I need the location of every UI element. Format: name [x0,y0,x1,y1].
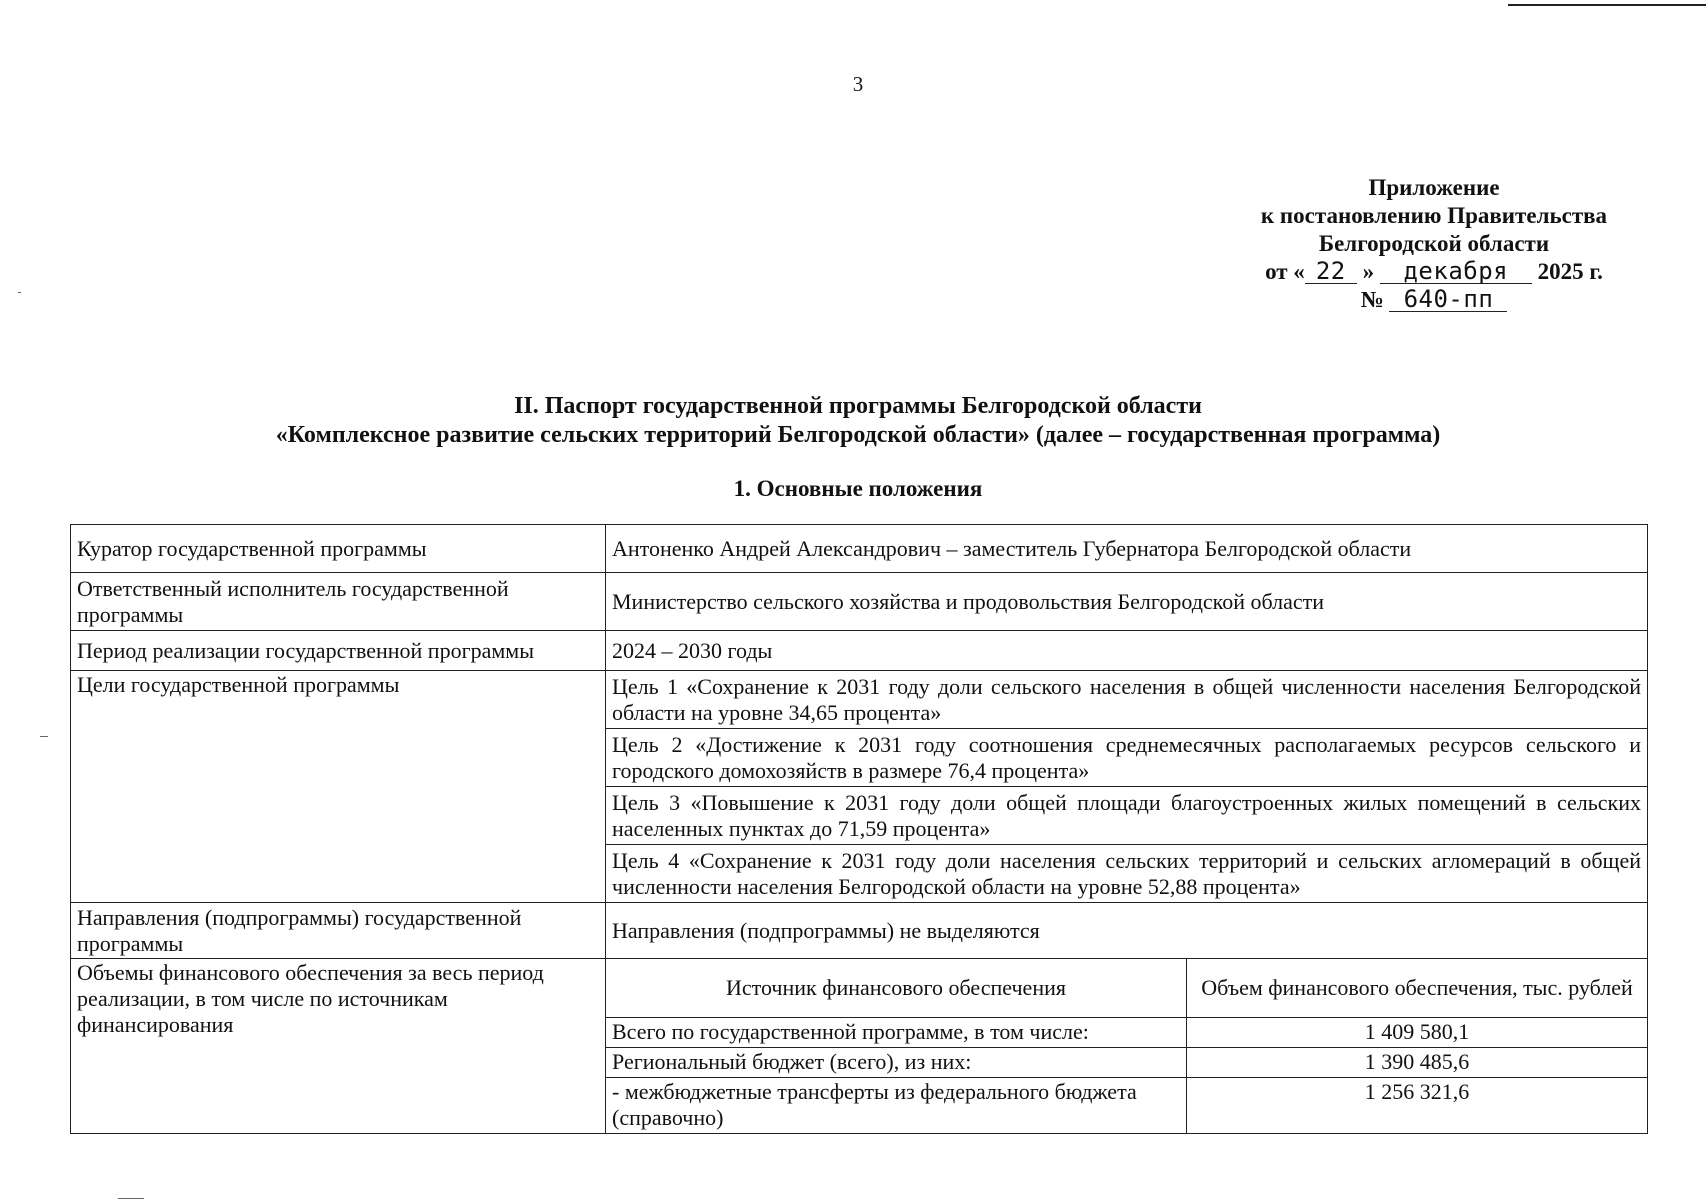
table-row [71,903,1648,959]
period-label: Период реализации государственной программы [71,631,606,671]
finance-row [606,1077,1647,1133]
scan-mark [118,1198,144,1199]
date-prefix: от « [1265,259,1305,284]
goal-1: Цель 1 «Сохранение к 2031 году доли сельского населения в общей численности населения Белгородской области на уровне 34,65 процента» [606,671,1648,729]
date-separator: » [1362,259,1375,284]
finance-col-source: Источник финансового обеспечения [606,959,1187,1017]
scan-mark [40,736,48,737]
scan-mark [18,292,21,293]
finance-cell [606,959,1648,1134]
directions-label: Направления (подпрограммы) государственной программы [71,903,606,959]
passport-table [70,524,1648,1134]
finance-amount: 1 409 580,1 [1187,1017,1648,1047]
heading-line-2: «Комплексное развитие сельских территорий Белгородской области» (далее – государственная программа) [275,422,1441,448]
appendix-number-line [1230,286,1638,314]
appendix-block [1230,174,1638,314]
table-row [71,959,1648,1134]
goals-label: Цели государственной программы [71,671,606,903]
finance-row [606,1017,1647,1047]
number-prefix: № [1360,287,1384,312]
finance-source: Региональный бюджет (всего), из них: [606,1047,1187,1077]
date-day: 22 [1305,259,1357,284]
finance-col-amount: Объем финансового обеспечения, тыс. рублей [1187,959,1648,1017]
finance-label: Объемы финансового обеспечения за весь период реализации, в том числе по источникам финансирования [71,959,606,1134]
section-title: 1. Основные положения [733,476,983,501]
number-value: 640-пп [1389,287,1507,312]
table-row [71,631,1648,671]
goal-4: Цель 4 «Сохранение к 2031 году доли населения сельских территорий и сельских агломераций в общей численности населения Белгородской области на уровне 52,88 процента» [606,845,1648,903]
executor-value: Министерство сельского хозяйства и продовольствия Белгородской области [606,573,1648,631]
date-month: декабря [1380,259,1532,284]
finance-table [606,959,1647,1133]
top-edge-line [1508,4,1706,6]
executor-label: Ответственный исполнитель государственной программы [71,573,606,631]
date-year: 2025 г. [1537,259,1603,284]
table-row [71,573,1648,631]
heading-line-1: II. Паспорт государственной программы Белгородской области [514,393,1202,419]
curator-value: Антоненко Андрей Александрович – заместитель Губернатора Белгородской области [606,525,1648,573]
finance-header-row [606,959,1647,1017]
finance-row [606,1047,1647,1077]
directions-value: Направления (подпрограммы) не выделяются [606,903,1648,959]
document-heading [0,392,1708,450]
finance-amount: 1 256 321,6 [1187,1077,1648,1133]
finance-source: - межбюджетные трансферты из федерального бюджета (справочно) [606,1077,1187,1133]
appendix-title: Приложение [1368,175,1500,200]
finance-source: Всего по государственной программе, в том числе: [606,1017,1187,1047]
table-row [71,525,1648,573]
curator-label: Куратор государственной программы [71,525,606,573]
page-number: 3 [852,72,864,96]
goal-2: Цель 2 «Достижение к 2031 году соотношения среднемесячных располагаемых ресурсов сельского и городского домохозяйств в размере 76,4 процента» [606,729,1648,787]
appendix-line-3: Белгородской области [1318,231,1550,256]
appendix-line-2: к постановлению Правительства [1260,203,1608,228]
period-value: 2024 – 2030 годы [606,631,1648,671]
finance-amount: 1 390 485,6 [1187,1047,1648,1077]
table-row [71,671,1648,729]
appendix-date-line [1230,258,1638,286]
goal-3: Цель 3 «Повышение к 2031 году доли общей площади благоустроенных жилых помещений в сельских населенных пунктах до 71,59 процента» [606,787,1648,845]
